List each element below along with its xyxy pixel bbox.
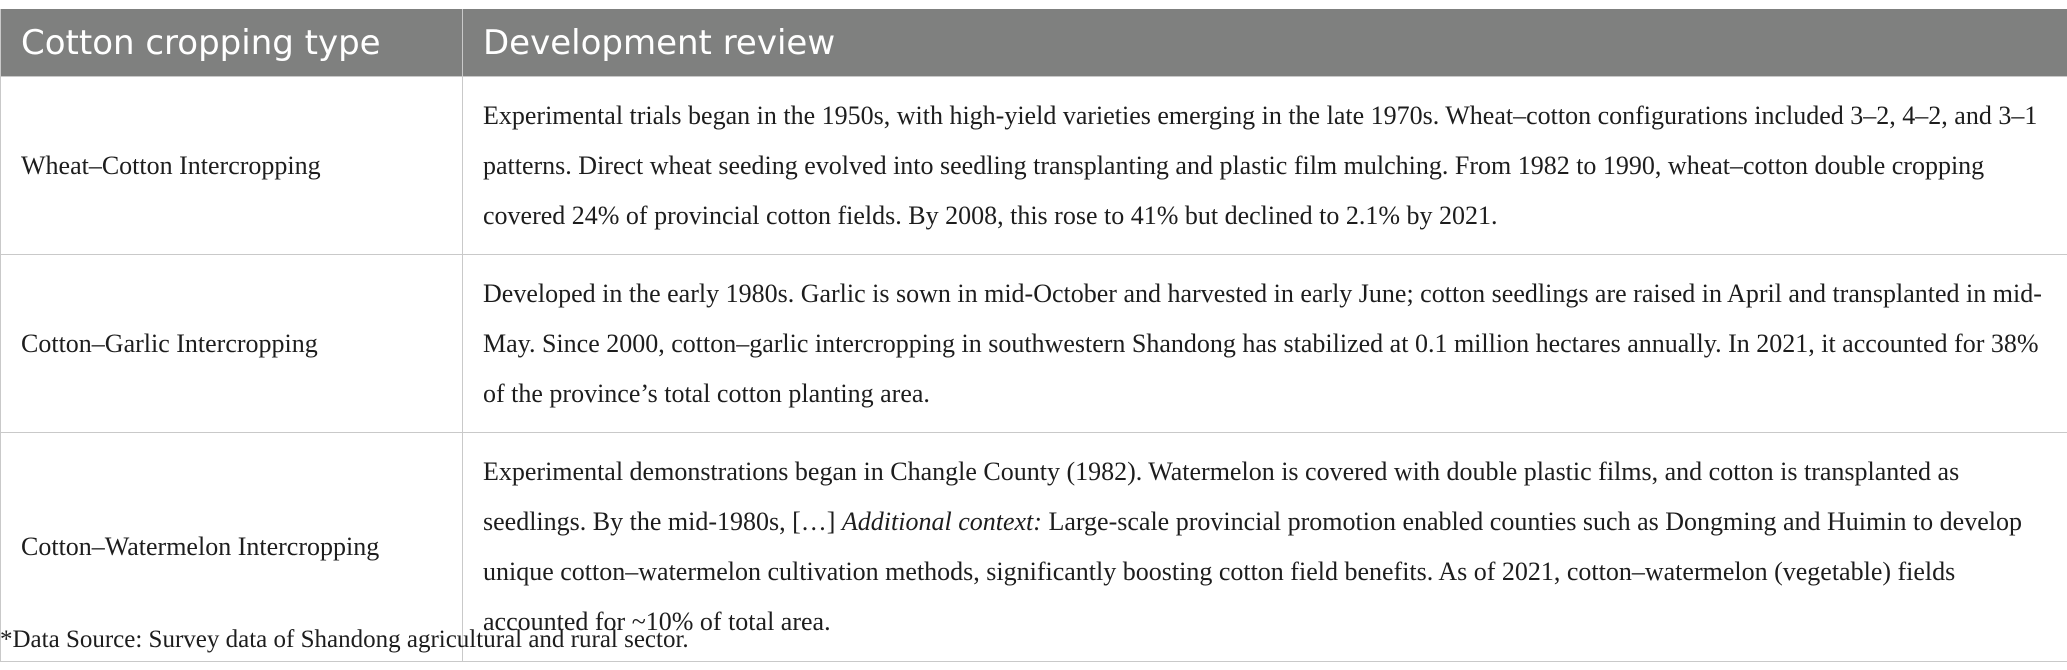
development-review-cell: [463, 433, 2067, 662]
cropping-type-cell: Cotton–Watermelon Intercropping: [1, 433, 463, 662]
table-row: [1, 77, 2067, 255]
development-review-cell: Developed in the early 1980s. Garlic is sown in mid-October and harvested in early June; cotton seedlings are raised in April and transplanted in mid-May. Since 2000, cotton–garlic intercropping in southwestern Shandong has stabilized at 0.1 million hectares annually. In 2021, it accounted for 38% of the province’s total cotton planting area.: [463, 255, 2067, 433]
cropping-type-cell: Wheat–Cotton Intercropping: [1, 77, 463, 255]
cropping-type-cell: Cotton–Garlic Intercropping: [1, 255, 463, 433]
header-cropping-type: Cotton cropping type: [1, 9, 463, 77]
data-source-footnote: *Data Source: Survey data of Shandong agricultural and rural sector.: [0, 626, 689, 653]
review-text-after: Large-scale provincial promotion enabled counties such as Dongming and Huimin to develop unique cotton–watermelon cultivation methods, significantly boosting cotton field benefits. As of 2021, cotton–watermelon (vegetable) fields accounted for ~10% of total area.: [483, 507, 2022, 636]
header-development-review: Development review: [463, 9, 2067, 77]
table-header-row: [1, 9, 2067, 77]
review-text-before: Experimental demonstrations began in Changle County (1982). Watermelon is covered with double plastic films, and cotton is transplanted as seedlings. By the mid-1980s, […]: [483, 457, 1960, 536]
development-review-cell: Experimental trials began in the 1950s, with high-yield varieties emerging in the late 1970s. Wheat–cotton configurations included 3–2, 4–2, and 3–1 patterns. Direct wheat seeding evolved into seedling transplanting and plastic film mulching. From 1982 to 1990, wheat–cotton double cropping covered 24% of provincial cotton fields. By 2008, this rose to 41% but declined to 2.1% by 2021.: [463, 77, 2067, 255]
cotton-cropping-table: [0, 9, 2067, 662]
table-row: [1, 255, 2067, 433]
additional-context-label: Additional context:: [841, 507, 1042, 536]
